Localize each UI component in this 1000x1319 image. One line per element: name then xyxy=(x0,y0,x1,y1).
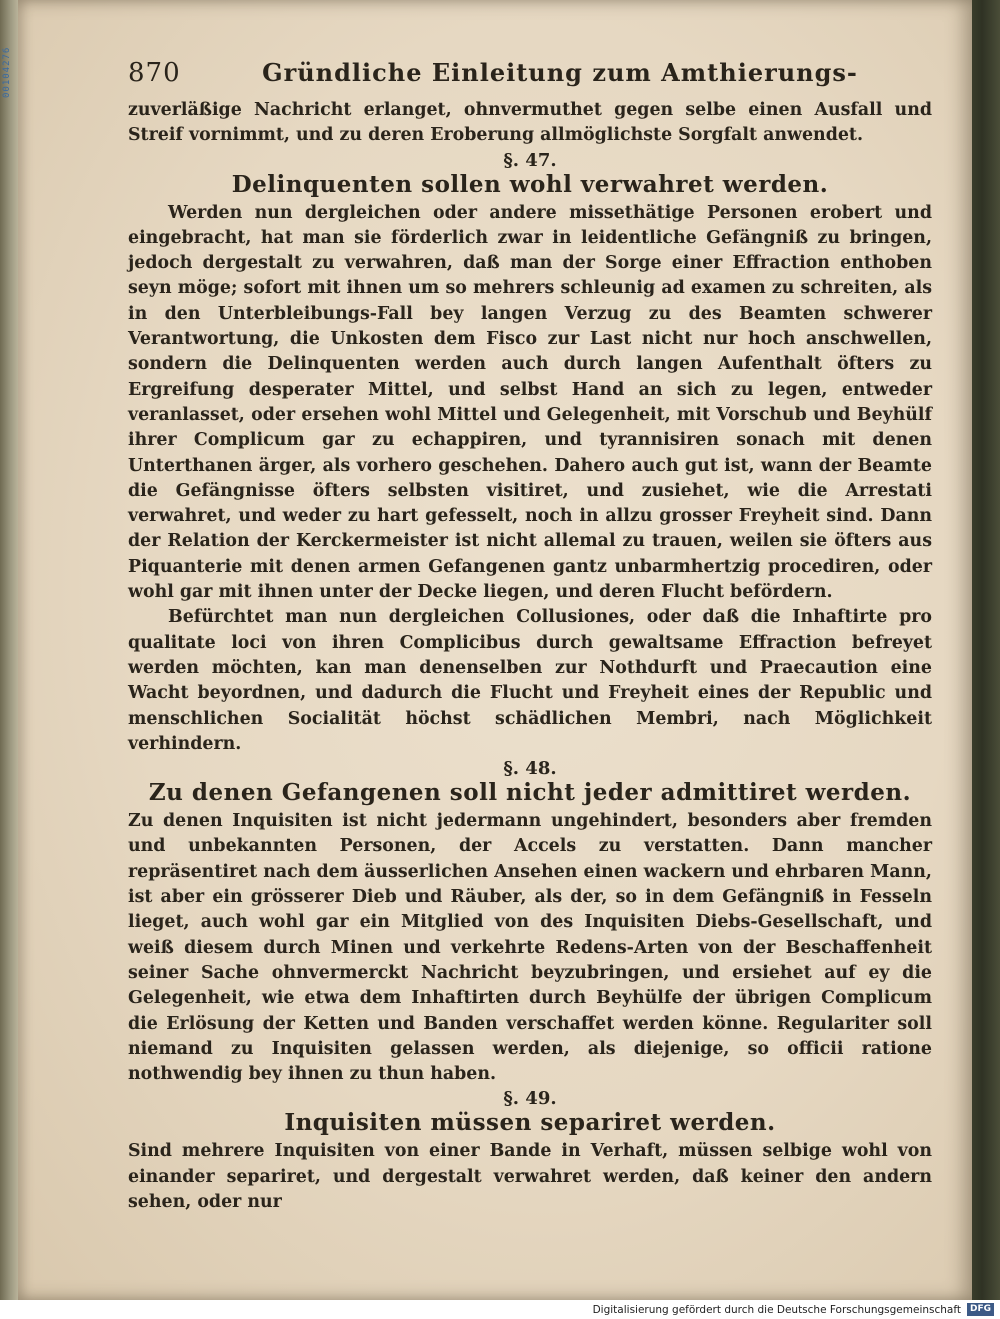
page-number: 870 xyxy=(128,58,181,88)
digitization-footer xyxy=(0,1300,1000,1319)
page-header xyxy=(128,58,932,98)
section-number: §. 48. xyxy=(503,758,557,780)
section-number: §. 49. xyxy=(503,1088,557,1110)
book-gutter xyxy=(0,0,18,1300)
running-title: Gründliche Einleitung zum Amthierungs- xyxy=(262,58,858,87)
section-number: §. 47. xyxy=(503,149,557,171)
book-cover-edge xyxy=(970,0,1000,1300)
section-heading: Zu denen Gefangenen soll nicht jeder admittiret werden. xyxy=(148,779,912,807)
section-47 xyxy=(128,151,932,758)
paragraph: Sind mehrere Inquisiten von einer Bande in Verhaft, müssen selbige wohl von einander separiret, und dergestalt verwahret werden, daß keiner den andern sehen, oder nur xyxy=(128,1141,932,1212)
paragraph: Befürchtet man nun dergleichen Collusiones, oder daß die Inhaftirte pro qualitate loci von ihren Complicibus durch gewaltsame Effraction befreyet werden möchten, kan man denenselben zur Nothdurft und Praecaution eine Wacht beyordnen, und dadurch die Flucht und Freyheit eines der Republic und menschlichen Socialität höchst schädlichen Membri, nach Möglichkeit verhindern. xyxy=(128,607,932,754)
section-heading: Inquisiten müssen separiret werden. xyxy=(284,1109,776,1137)
section-heading: Delinquenten sollen wohl verwahret werden. xyxy=(231,170,829,198)
footer-text: Digitalisierung gefördert durch die Deutsche Forschungsgemeinschaft xyxy=(592,1303,961,1316)
dfg-logo-icon: DFG xyxy=(967,1303,994,1316)
text-block xyxy=(128,58,932,1215)
section-48 xyxy=(128,759,932,1087)
side-identifier: 00104276 xyxy=(2,46,12,98)
section-49 xyxy=(128,1089,932,1215)
paragraph: Werden nun dergleichen oder andere missethätige Personen erobert und eingebracht, hat man sie förderlich zwar in leidentliche Gefängniß zu bringen, jedoch dergestalt zu verwahren, daß man der Sorge einer Effraction enthoben seyn möge; sofort mit ihnen um so mehrers schleunig ad examen zu schreiten, als in den Unterbleibungs-Fall bey langen Verzug zu des Beamten schwerer Verantwortung, die Unkosten dem Fisco zur Last nicht nur hoch anschwellen, sondern die Delinquenten werden auch durch langen Aufenthalt öfters zu Ergreifung desperater Mittel, und selbst Hand an sich zu legen, entweder veranlasset, oder ersehen wohl Mittel und Gelegenheit, mit Vorschub und Beyhülf ihrer Complicum gar zu echappiren, und tyrannisiren sonach mit denen Unterthanen ärger, als vorhero geschehen. Dahero auch gut ist, wann der Beamte die Gefängnisse öfters selbsten visitiret, und zusiehet, wie die Arrestati verwahret, und weder zu hart gefesselt, noch in allzu grosser Freyheit sind. Dann der Relation der Kerckermeister ist nicht allemal zu trauen, weilen sie öfters aus Piquanterie mit denen armen Gefangenen gantz unbarmhertzig procediren, oder wohl gar mit ihnen unter der Decke liegen, und deren Flucht befördern. xyxy=(128,202,932,603)
paragraph: Zu denen Inquisiten ist nicht jedermann ungehindert, besonders aber fremden und unbekannten Personen, der Accels zu verstatten. Dann mancher repräsentiret nach dem äusserlichen Ansehen einen wackern und ehrbaren Mann, ist aber ein grösserer Dieb und Räuber, als der, so in dem Gefängniß in Fesseln lieget, auch wohl gar ein Mitglied von des Inquisiten Diebs-Gesellschaft, und weiß diesem durch Minen und verkehrte Redens-Arten von der Beschaffenheit seiner Sache ohnvermerckt Nachricht beyzubringen, und ersiehet auf ey die Gelegenheit, wie etwa dem Inhaftirten durch Beyhülfe der übrigen Complicum die Erlösung der Ketten und Banden verschaffet werden könne. Regulariter soll niemand zu Inquisiten gelassen werden, als diejenige, so officii ratione nothwendig bey ihnen zu thun haben. xyxy=(128,811,932,1085)
continuation-paragraph: zuverläßige Nachricht erlanget, ohnvermuthet gegen selbe einen Ausfall und Streif vornimmt, und zu deren Eroberung allmöglichste Sorgfalt anwendet. xyxy=(128,100,932,146)
